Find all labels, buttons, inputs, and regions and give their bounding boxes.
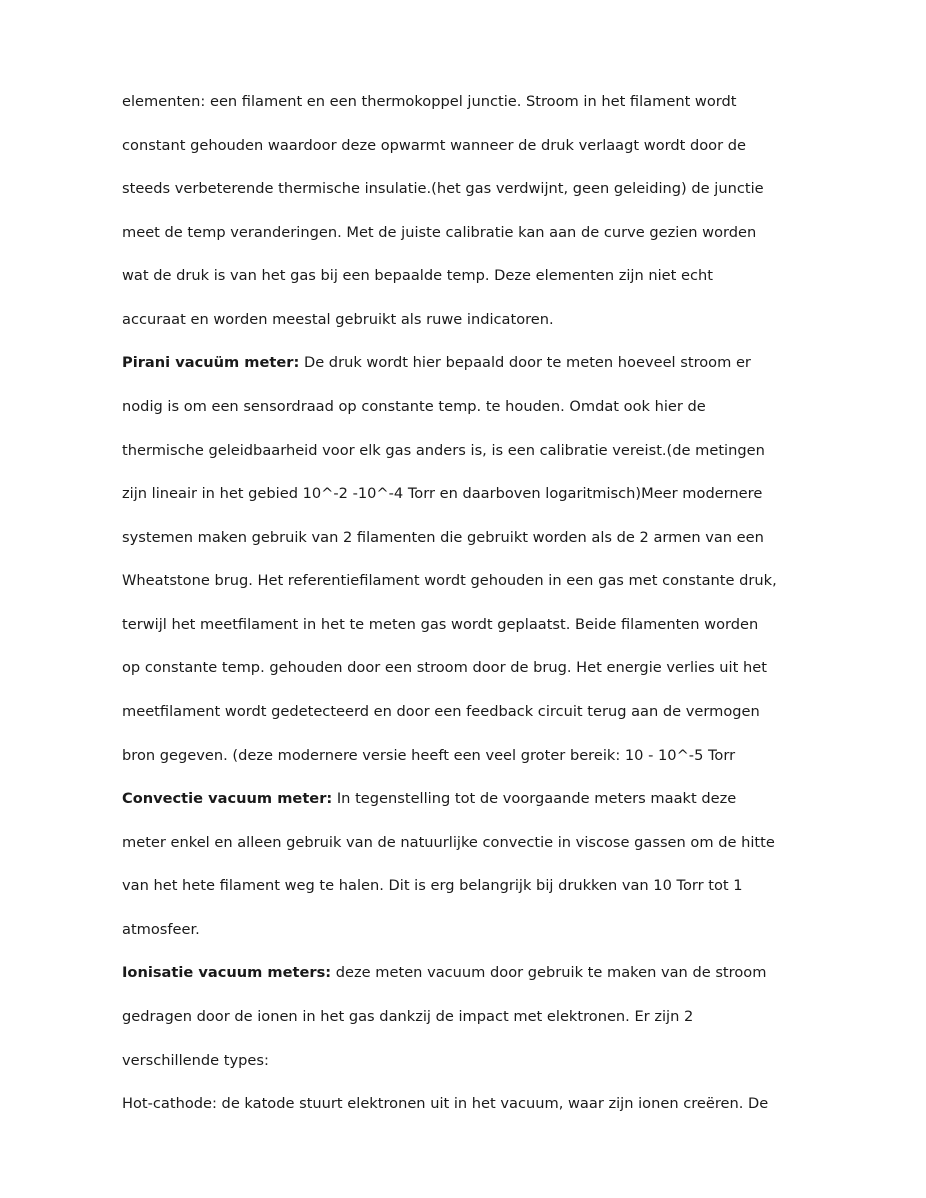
body-text-line: gedragen door de ionen in het gas dankzij de impact met elektronen. Er zijn 2 <box>122 1008 694 1025</box>
section-heading: Convectie vacuum meter: <box>122 790 333 807</box>
body-text-line: elementen: een filament en een thermokoppel junctie. Stroom in het filament wordt <box>122 93 737 110</box>
body-text-line: nodig is om een sensordraad op constante temp. te houden. Omdat ook hier de <box>122 398 706 415</box>
body-text-line: Hot-cathode: de katode stuurt elektronen uit in het vacuum, waar zijn ionen creëren. De <box>122 1095 769 1112</box>
body-text-line: systemen maken gebruik van 2 filamenten die gebruikt worden als de 2 armen van een <box>122 529 764 546</box>
section-heading: Pirani vacuüm meter: <box>122 354 300 371</box>
body-text-line: meetfilament wordt gedetecteerd en door een feedback circuit terug aan de vermogen <box>122 703 760 720</box>
body-text-line: meet de temp veranderingen. Met de juiste calibratie kan aan de curve gezien worden <box>122 224 757 241</box>
section-heading-line: Convectie vacuum meter: In tegenstelling tot de voorgaande meters maakt deze <box>122 790 737 807</box>
body-text-line: meter enkel en alleen gebruik van de natuurlijke convectie in viscose gassen om de hitte <box>122 834 775 851</box>
body-text-line: steeds verbeterende thermische insulatie.(het gas verdwijnt, geen geleiding) de junctie <box>122 180 764 197</box>
section-heading: Ionisatie vacuum meters: <box>122 964 332 981</box>
section-heading-line: Pirani vacuüm meter: De druk wordt hier bepaald door te meten hoeveel stroom er <box>122 354 751 371</box>
body-text-line: zijn lineair in het gebied 10^-2 -10^-4 Torr en daarboven logaritmisch)Meer modernere <box>122 485 763 502</box>
body-text-line: terwijl het meetfilament in het te meten gas wordt geplaatst. Beide filamenten worden <box>122 616 759 633</box>
body-text-line: Wheatstone brug. Het referentiefilament wordt gehouden in een gas met constante druk, <box>122 572 777 589</box>
body-text-line: bron gegeven. (deze modernere versie heeft een veel groter bereik: 10 - 10^-5 Torr <box>122 747 736 764</box>
body-text-line: wat de druk is van het gas bij een bepaalde temp. Deze elementen zijn niet echt <box>122 267 713 284</box>
body-text-line: atmosfeer. <box>122 921 200 938</box>
body-text-line: verschillende types: <box>122 1052 269 1069</box>
body-text-line: op constante temp. gehouden door een stroom door de brug. Het energie verlies uit het <box>122 659 767 676</box>
section-heading-line: Ionisatie vacuum meters: deze meten vacuum door gebruik te maken van de stroom <box>122 964 767 981</box>
body-text-line: van het hete filament weg te halen. Dit is erg belangrijk bij drukken van 10 Torr tot 1 <box>122 877 743 894</box>
body-text-line: accuraat en worden meestal gebruikt als ruwe indicatoren. <box>122 311 554 328</box>
body-text-line: thermische geleidbaarheid voor elk gas anders is, is een calibratie vereist.(de metingen <box>122 442 765 459</box>
body-text-line: constant gehouden waardoor deze opwarmt wanneer de druk verlaagt wordt door de <box>122 137 746 154</box>
